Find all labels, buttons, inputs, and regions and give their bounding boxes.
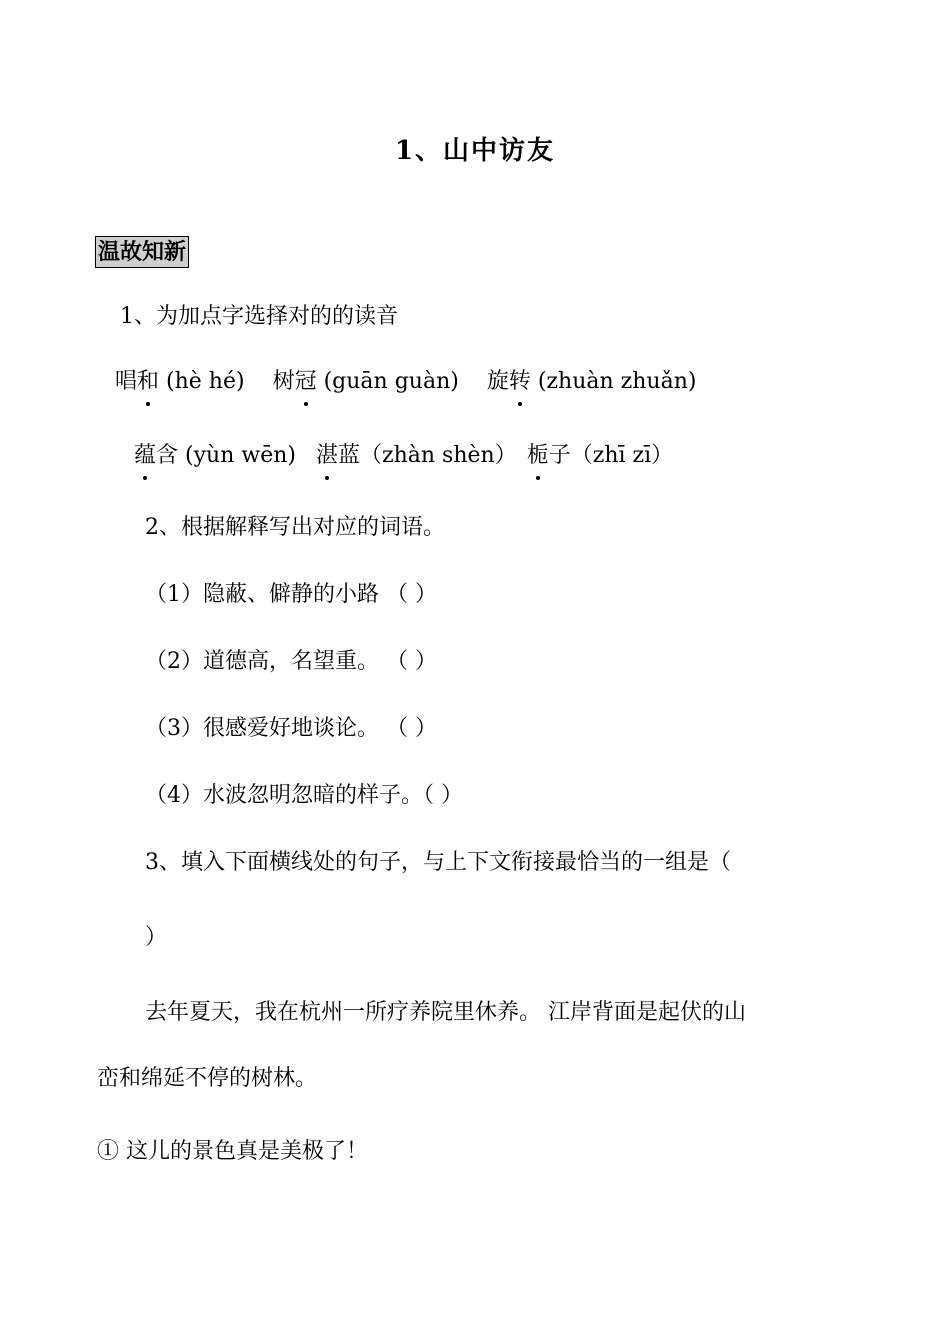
question-2-item: （3）很感爱好地谈论。 （ ） [145, 716, 437, 741]
page-title: 1、山中访友 [394, 136, 556, 166]
question-3-prompt-end: ） [145, 925, 168, 950]
section-tag: 温故知新 [95, 236, 189, 268]
question-3-prompt: 3、填入下面横线处的句子，与上下文衔接最恰当的一组是（ [145, 850, 731, 875]
question-2-item: （2）道德高，名望重。 （ ） [145, 649, 437, 674]
question-2-item: （4）水波忽明忽暗的样子。（ ） [145, 783, 463, 808]
pinyin-item: 蕴含 (yùn wēn) [134, 443, 296, 468]
pinyin-item: 旋转 (zhuàn zhuǎn) [487, 369, 697, 394]
pinyin-item: 唱和 (hè hé) [115, 369, 245, 394]
pinyin-item: 湛蓝（zhàn shèn） [316, 443, 517, 468]
question-2-item: （1）隐蔽、僻静的小路 （ ） [145, 582, 437, 607]
option-1: ① 这儿的景色真是美极了！ [97, 1139, 368, 1164]
question-1-prompt: 1、为加点字选择对的的读音 [120, 304, 398, 329]
pinyin-row-2 [134, 441, 673, 471]
passage-line: 去年夏天，我在杭州一所疗养院里休养。 江岸背面是起伏的山 [145, 1000, 746, 1025]
pinyin-row-1 [115, 367, 696, 397]
pinyin-item: 树冠 (guān guàn) [273, 369, 459, 394]
pinyin-item: 栀子（zhī zī） [527, 443, 673, 468]
passage-line: 峦和绵延不停的树林。 [97, 1066, 318, 1091]
question-2-prompt: 2、根据解释写出对应的词语。 [145, 515, 445, 540]
